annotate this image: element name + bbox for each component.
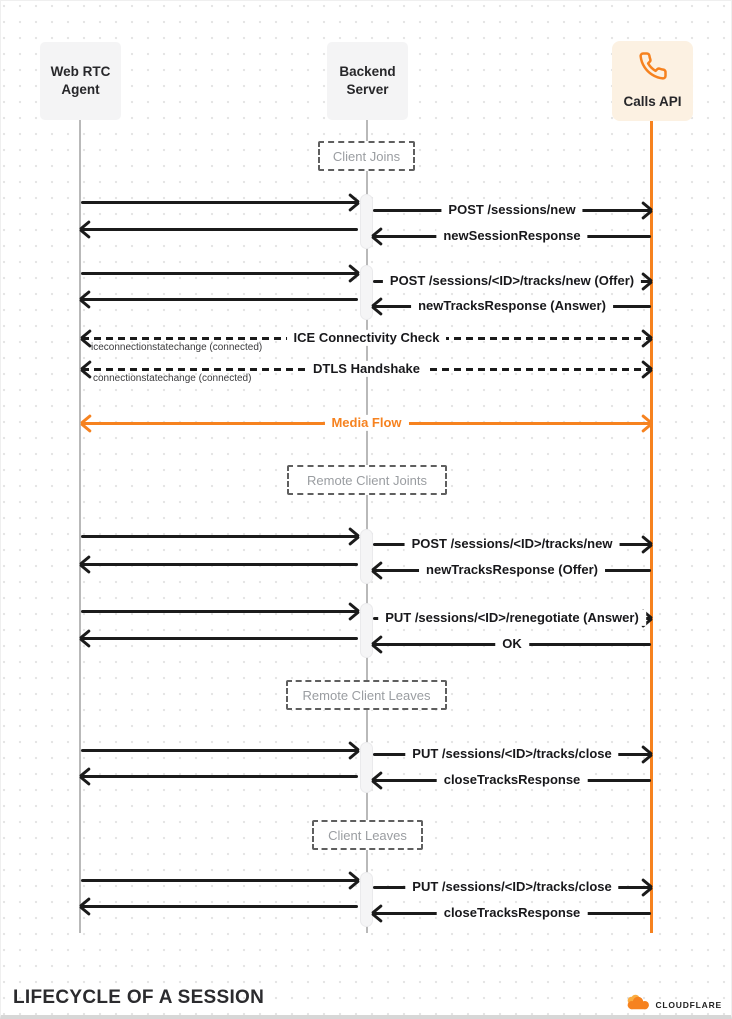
cloudflare-cloud-icon <box>624 994 651 1016</box>
message-label: POST /sessions/<ID>/tracks/new <box>405 536 620 552</box>
arrow-backend-to-calls <box>373 272 651 288</box>
message-label: closeTracksResponse <box>437 772 588 788</box>
cloudflare-wordmark: CLOUDFLARE <box>655 1000 722 1010</box>
actor-webrtc-label-line1: Web RTC <box>50 64 111 80</box>
actor-backend-server <box>327 42 408 120</box>
message-label: newSessionResponse <box>436 228 587 244</box>
step-remote-client-joins <box>287 465 447 495</box>
arrowhead-right-icon <box>345 201 358 204</box>
arrowhead-right-icon <box>638 886 651 889</box>
arrow-backend-to-webrtc <box>81 637 358 640</box>
arrowhead-left-icon <box>81 563 94 566</box>
message-label: PUT /sessions/<ID>/tracks/close <box>405 746 618 762</box>
message-label: closeTracksResponse <box>437 905 588 921</box>
arrowhead-left-icon <box>81 637 94 640</box>
actor-backend-label-line1: Backend <box>339 64 396 80</box>
arrow-backend-to-calls <box>373 535 651 551</box>
arrowhead-right-icon <box>638 422 651 425</box>
arrowhead-right-icon <box>638 337 651 340</box>
arrow-backend-to-calls <box>373 745 651 761</box>
lifeline-webrtc <box>79 120 81 933</box>
step-label: Client Joins <box>332 148 401 164</box>
actor-calls-api <box>612 41 693 121</box>
arrow-webrtc-to-backend <box>81 272 358 275</box>
message-label: PUT /sessions/<ID>/renegotiate (Answer) <box>378 610 646 626</box>
arrow-backend-to-calls <box>373 878 651 894</box>
step-label: Remote Client Leaves <box>302 687 431 703</box>
arrowhead-right-icon <box>638 543 651 546</box>
actor-webrtc-label-line2: Agent <box>61 82 100 97</box>
activation-bar <box>360 194 373 249</box>
arrow-dtls-handshake <box>82 360 651 376</box>
annotation-connectionstatechange: connectionstatechange (connected) <box>93 373 252 384</box>
arrowhead-left-icon <box>373 235 386 238</box>
arrowhead-right-icon <box>345 749 358 752</box>
arrow-webrtc-to-backend <box>81 879 358 882</box>
page-title: LIFECYCLE OF A SESSION <box>13 987 265 1008</box>
arrow-media-flow <box>82 414 651 430</box>
arrow-webrtc-to-backend <box>81 535 358 538</box>
arrow-backend-to-webrtc <box>81 298 358 301</box>
activation-bar <box>360 742 373 793</box>
actor-backend-label-line2: Server <box>346 82 389 97</box>
arrow-calls-to-backend <box>373 771 651 787</box>
arrow-backend-to-webrtc <box>81 563 358 566</box>
message-label: PUT /sessions/<ID>/tracks/close <box>405 879 618 895</box>
step-client-leaves <box>312 820 423 850</box>
message-label: Media Flow <box>324 415 408 431</box>
arrow-backend-to-calls <box>373 609 651 625</box>
arrow-webrtc-to-backend <box>81 610 358 613</box>
arrowhead-left-icon <box>373 912 386 915</box>
arrowhead-left-icon <box>81 298 94 301</box>
message-label: newTracksResponse (Offer) <box>419 562 605 578</box>
cloudflare-logo <box>624 994 722 1016</box>
arrowhead-left-icon <box>82 368 95 371</box>
arrowhead-left-icon <box>373 305 386 308</box>
arrow-backend-to-calls <box>373 201 651 217</box>
arrowhead-left-icon <box>373 569 386 572</box>
arrowhead-right-icon <box>345 610 358 613</box>
actor-webrtc-agent <box>40 42 121 120</box>
annotation-iceconnectionstatechange: iceconnectionstatechange (connected) <box>91 342 263 353</box>
activation-bar <box>360 529 373 584</box>
arrowhead-right-icon <box>638 209 651 212</box>
arrowhead-left-icon <box>82 337 95 340</box>
arrowhead-left-icon <box>81 775 94 778</box>
arrowhead-right-icon <box>638 753 651 756</box>
arrow-ice-connectivity-check <box>82 329 651 345</box>
arrow-webrtc-to-backend <box>81 749 358 752</box>
message-label: ICE Connectivity Check <box>287 330 447 346</box>
message-label: newTracksResponse (Answer) <box>411 298 613 314</box>
actor-calls-label: Calls API <box>623 94 682 109</box>
arrowhead-left-icon <box>81 905 94 908</box>
message-label: POST /sessions/<ID>/tracks/new (Offer) <box>383 273 641 289</box>
message-label: DTLS Handshake <box>306 361 427 377</box>
arrow-backend-to-webrtc <box>81 775 358 778</box>
phone-icon <box>638 51 668 86</box>
step-client-joins <box>318 141 415 171</box>
arrow-webrtc-to-backend <box>81 201 358 204</box>
arrow-calls-to-backend <box>373 635 651 651</box>
message-label: POST /sessions/new <box>441 202 582 218</box>
arrow-backend-to-webrtc <box>81 228 358 231</box>
arrow-backend-to-webrtc <box>81 905 358 908</box>
arrowhead-left-icon <box>373 779 386 782</box>
step-label: Client Leaves <box>328 827 407 843</box>
arrowhead-right-icon <box>345 879 358 882</box>
lifeline-calls-api <box>650 120 653 933</box>
activation-bar <box>360 872 373 927</box>
arrowhead-right-icon <box>345 272 358 275</box>
arrowhead-left-icon <box>81 228 94 231</box>
arrow-calls-to-backend <box>373 297 651 313</box>
step-remote-client-leaves <box>286 680 447 710</box>
arrowhead-right-icon <box>345 535 358 538</box>
activation-bar <box>360 265 373 320</box>
arrowhead-left-icon <box>373 643 386 646</box>
arrow-calls-to-backend <box>373 561 651 577</box>
arrowhead-right-icon <box>638 368 651 371</box>
arrowhead-left-icon <box>82 422 95 425</box>
activation-bar <box>360 603 373 658</box>
message-label: OK <box>495 636 529 652</box>
step-label: Remote Client Joints <box>307 472 427 488</box>
arrow-calls-to-backend <box>373 904 651 920</box>
arrow-calls-to-backend <box>373 227 651 243</box>
